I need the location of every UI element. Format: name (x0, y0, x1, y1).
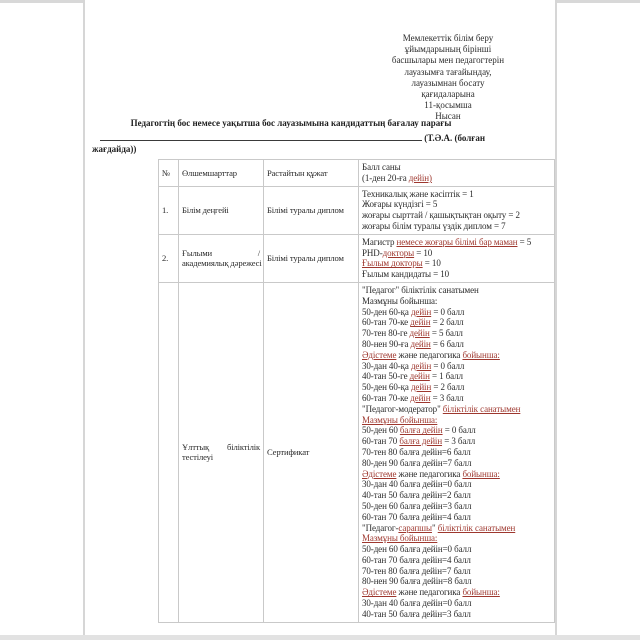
cell-criteria (179, 234, 264, 282)
tracked-change-text: дейін) (408, 172, 432, 183)
tracked-change-text: дейін (410, 382, 432, 393)
plain-text: "Педагог-модератор" (362, 403, 443, 414)
plain-text: 30-дан 40 балға дейін=0 балл (362, 479, 472, 490)
plain-text: = 5 (517, 236, 532, 247)
appendix-note-line: 11-қосымша (424, 100, 472, 111)
plain-text: PHD- (362, 247, 383, 258)
appendix-note (353, 33, 543, 123)
plain-text: "Педагог- (362, 522, 399, 533)
plain-text: 40-тан 50-ге (362, 371, 410, 382)
cell-number: 2. (159, 234, 179, 282)
fio-blank-underline (100, 131, 422, 141)
appendix-note-line: Мемлекеттік білім беру (402, 33, 494, 43)
criteria-line: тестілеуі (182, 452, 213, 463)
text-line (362, 307, 551, 318)
text-line (362, 285, 551, 296)
cell-number (159, 282, 179, 622)
appendix-note-line: басшылары мен педагогтерін (391, 55, 505, 66)
tracked-change-text: балға дейін (399, 436, 443, 447)
tracked-change-text: біліктілік санатымен (437, 522, 516, 533)
text-line (362, 479, 551, 490)
fio-label-continuation: жағдайда)) (92, 144, 137, 154)
plain-text: 70-тен 80 балға дейін=6 балл (362, 446, 471, 457)
plain-text: 60-тан 70-ке (362, 392, 411, 403)
col-header-1: Өлшемшарттар (179, 160, 264, 187)
text-line (362, 339, 551, 350)
plain-text: (1-ден 20-ға (362, 172, 409, 183)
evaluation-table (158, 159, 555, 623)
plain-text: 50-ден 60 балға дейін=3 балл (362, 500, 472, 511)
tracked-change-text: Әдістеме (362, 468, 397, 479)
text-line (362, 317, 551, 328)
text-line (362, 371, 551, 382)
text-line (362, 162, 551, 173)
plain-text: 70-тен 80 балға дейін=7 балл (362, 565, 471, 576)
criteria-line: Ұлттық біліктілік (182, 441, 260, 452)
table-row (159, 282, 555, 622)
plain-text: = 5 балл (429, 328, 463, 339)
table-row (159, 186, 555, 234)
text-line (362, 555, 551, 566)
text-line (362, 393, 551, 404)
col-header-2: Растайтын құжат (264, 160, 359, 187)
tracked-change-text: бойынша: (462, 349, 500, 360)
col-header-score (359, 160, 555, 187)
appendix-note-line: лауазымға тағайындау, (404, 66, 492, 77)
plain-text: = 3 балл (430, 392, 464, 403)
text-line (362, 210, 551, 221)
appendix-note-line: лауазымнан босату (411, 77, 485, 88)
tracked-change-text: Мазмұны бойынша: (362, 533, 438, 544)
viewer-bottom-edge (0, 635, 640, 640)
text-line (362, 598, 551, 609)
plain-text: 80-ден 90 балға дейін=7 балл (362, 457, 472, 468)
document-page (83, 0, 557, 640)
text-line (362, 566, 551, 577)
cell-scores (359, 234, 555, 282)
text-line (362, 350, 551, 361)
plain-text: жоғары білім туралы үздік диплом = 7 (362, 220, 506, 231)
tracked-change-text: сарапшы (398, 522, 432, 533)
tracked-change-text: Мазмұны бойынша: (362, 414, 438, 425)
cell-document: Білімі туралы диплом (264, 186, 359, 234)
text-line (362, 199, 551, 210)
text-line (362, 269, 551, 280)
text-line (362, 296, 551, 307)
text-line (362, 501, 551, 512)
text-line (362, 447, 551, 458)
text-line (362, 404, 551, 415)
tracked-change-text: балға дейін (399, 425, 443, 436)
tracked-change-text: бойынша: (462, 468, 500, 479)
plain-text: Техникалық және кәсіптік = 1 (362, 188, 474, 199)
appendix-note-line: Нысан (435, 111, 461, 122)
plain-text: = 3 балл (442, 436, 476, 447)
plain-text: "Педагог" біліктілік санатымен (362, 284, 479, 295)
plain-text: " (431, 522, 438, 533)
cell-scores (359, 282, 555, 622)
appendix-note-line: ұйымдарының бірінші (404, 44, 492, 55)
text-line (362, 221, 551, 232)
plain-text: Магистр (362, 236, 397, 247)
plain-text: = 1 балл (429, 371, 463, 382)
plain-text: 60-тан 70 балға дейін=4 балл (362, 554, 471, 565)
cell-criteria (179, 186, 264, 234)
plain-text: және педагогика (396, 468, 463, 479)
plain-text: 30-дан 40 балға дейін=0 балл (362, 598, 472, 609)
text-line (362, 587, 551, 598)
criteria-line: академиялық дәрежесі (182, 258, 262, 269)
plain-text: = 6 балл (430, 338, 464, 349)
cell-scores (359, 186, 555, 234)
text-line (362, 458, 551, 469)
table-header-row (159, 160, 555, 187)
fio-label: (Т.Ә.А. (болған (422, 133, 486, 143)
text-line (362, 544, 551, 555)
plain-text: = 2 балл (430, 317, 464, 328)
criteria-line: Білім деңгейі (182, 204, 229, 215)
tracked-change-text: бойынша: (462, 587, 500, 598)
plain-text: 50-ден 60-қа (362, 382, 411, 393)
plain-text: Мазмұны бойынша: (362, 295, 438, 306)
tracked-change-text: дейін (410, 392, 431, 403)
cell-criteria (179, 282, 264, 622)
text-line (362, 248, 551, 259)
plain-text: Балл саны (362, 162, 401, 172)
text-line (362, 576, 551, 587)
text-line (362, 425, 551, 436)
text-line (362, 189, 551, 200)
criteria-line: Ғылыми / (182, 247, 260, 258)
tracked-change-text: дейін (410, 317, 431, 328)
page-title: Педагогтің бос немесе уақытша бос лауазымына кандидаттың бағалау парағы (130, 118, 452, 128)
tracked-change-text: дейін (409, 371, 430, 382)
text-line (362, 328, 551, 339)
text-line (362, 415, 551, 426)
tracked-change-text: дейін (409, 328, 430, 339)
text-line (362, 469, 551, 480)
text-line (362, 382, 551, 393)
plain-text: және педагогика (396, 587, 463, 598)
cell-number: 1. (159, 186, 179, 234)
appendix-note-line: қағидаларына (421, 89, 475, 100)
plain-text: = 0 балл (431, 360, 465, 371)
text-line (362, 523, 551, 534)
tracked-change-text: немесе жоғары білімі бар маман (396, 236, 518, 247)
plain-text: = 0 балл (442, 425, 476, 436)
plain-text: = 10 (414, 247, 433, 258)
tracked-change-text: біліктілік санатымен (442, 403, 521, 414)
tracked-change-text: дейін (410, 338, 431, 349)
plain-text: 50-ден 60 (362, 425, 400, 436)
plain-text: 70-тен 80-ге (362, 328, 410, 339)
cell-document: Сертификат (264, 282, 359, 622)
tracked-change-text: Ғылым докторы (362, 258, 423, 269)
plain-text: = 10 (422, 258, 441, 269)
plain-text: 30-дан 40-қа (362, 360, 411, 371)
tracked-change-text: дейін (410, 306, 432, 317)
plain-text: = 2 балл (431, 382, 465, 393)
plain-text: 40-тан 50 балға дейін=3 балл (362, 608, 471, 619)
tracked-change-text: докторы (382, 247, 415, 258)
plain-text: Ғылым кандидаты = 10 (362, 269, 450, 280)
tracked-change-text: Әдістеме (362, 349, 397, 360)
plain-text: 60-тан 70 балға дейін=4 балл (362, 511, 471, 522)
text-line (362, 173, 551, 184)
table-row (159, 234, 555, 282)
plain-text: 50-ден 60 балға дейін=0 балл (362, 544, 472, 555)
plain-text: = 0 балл (431, 306, 465, 317)
plain-text: 60-тан 70 (362, 436, 400, 447)
text-line (362, 609, 551, 620)
text-line (362, 237, 551, 248)
cell-document: Білімі туралы диплом (264, 234, 359, 282)
col-header-0: № (159, 160, 179, 187)
plain-text: 40-тан 50 балға дейін=2 балл (362, 490, 471, 501)
plain-text: жоғары сырттай / қашықтықтан оқыту = 2 (362, 210, 520, 221)
tracked-change-text: Әдістеме (362, 587, 397, 598)
plain-text: Жоғары күндізгі = 5 (362, 199, 438, 210)
text-line (362, 490, 551, 501)
text-line (362, 512, 551, 523)
plain-text: 80-нен 90 балға дейін=8 балл (362, 576, 472, 587)
text-line (362, 436, 551, 447)
fio-line (100, 131, 540, 143)
text-line (362, 361, 551, 372)
text-line (362, 533, 551, 544)
text-line (362, 258, 551, 269)
plain-text: 50-ден 60-қа (362, 306, 411, 317)
plain-text: 60-тан 70-ке (362, 317, 411, 328)
plain-text: 80-нен 90-ға (362, 338, 411, 349)
plain-text: және педагогика (396, 349, 463, 360)
tracked-change-text: дейін (410, 360, 432, 371)
